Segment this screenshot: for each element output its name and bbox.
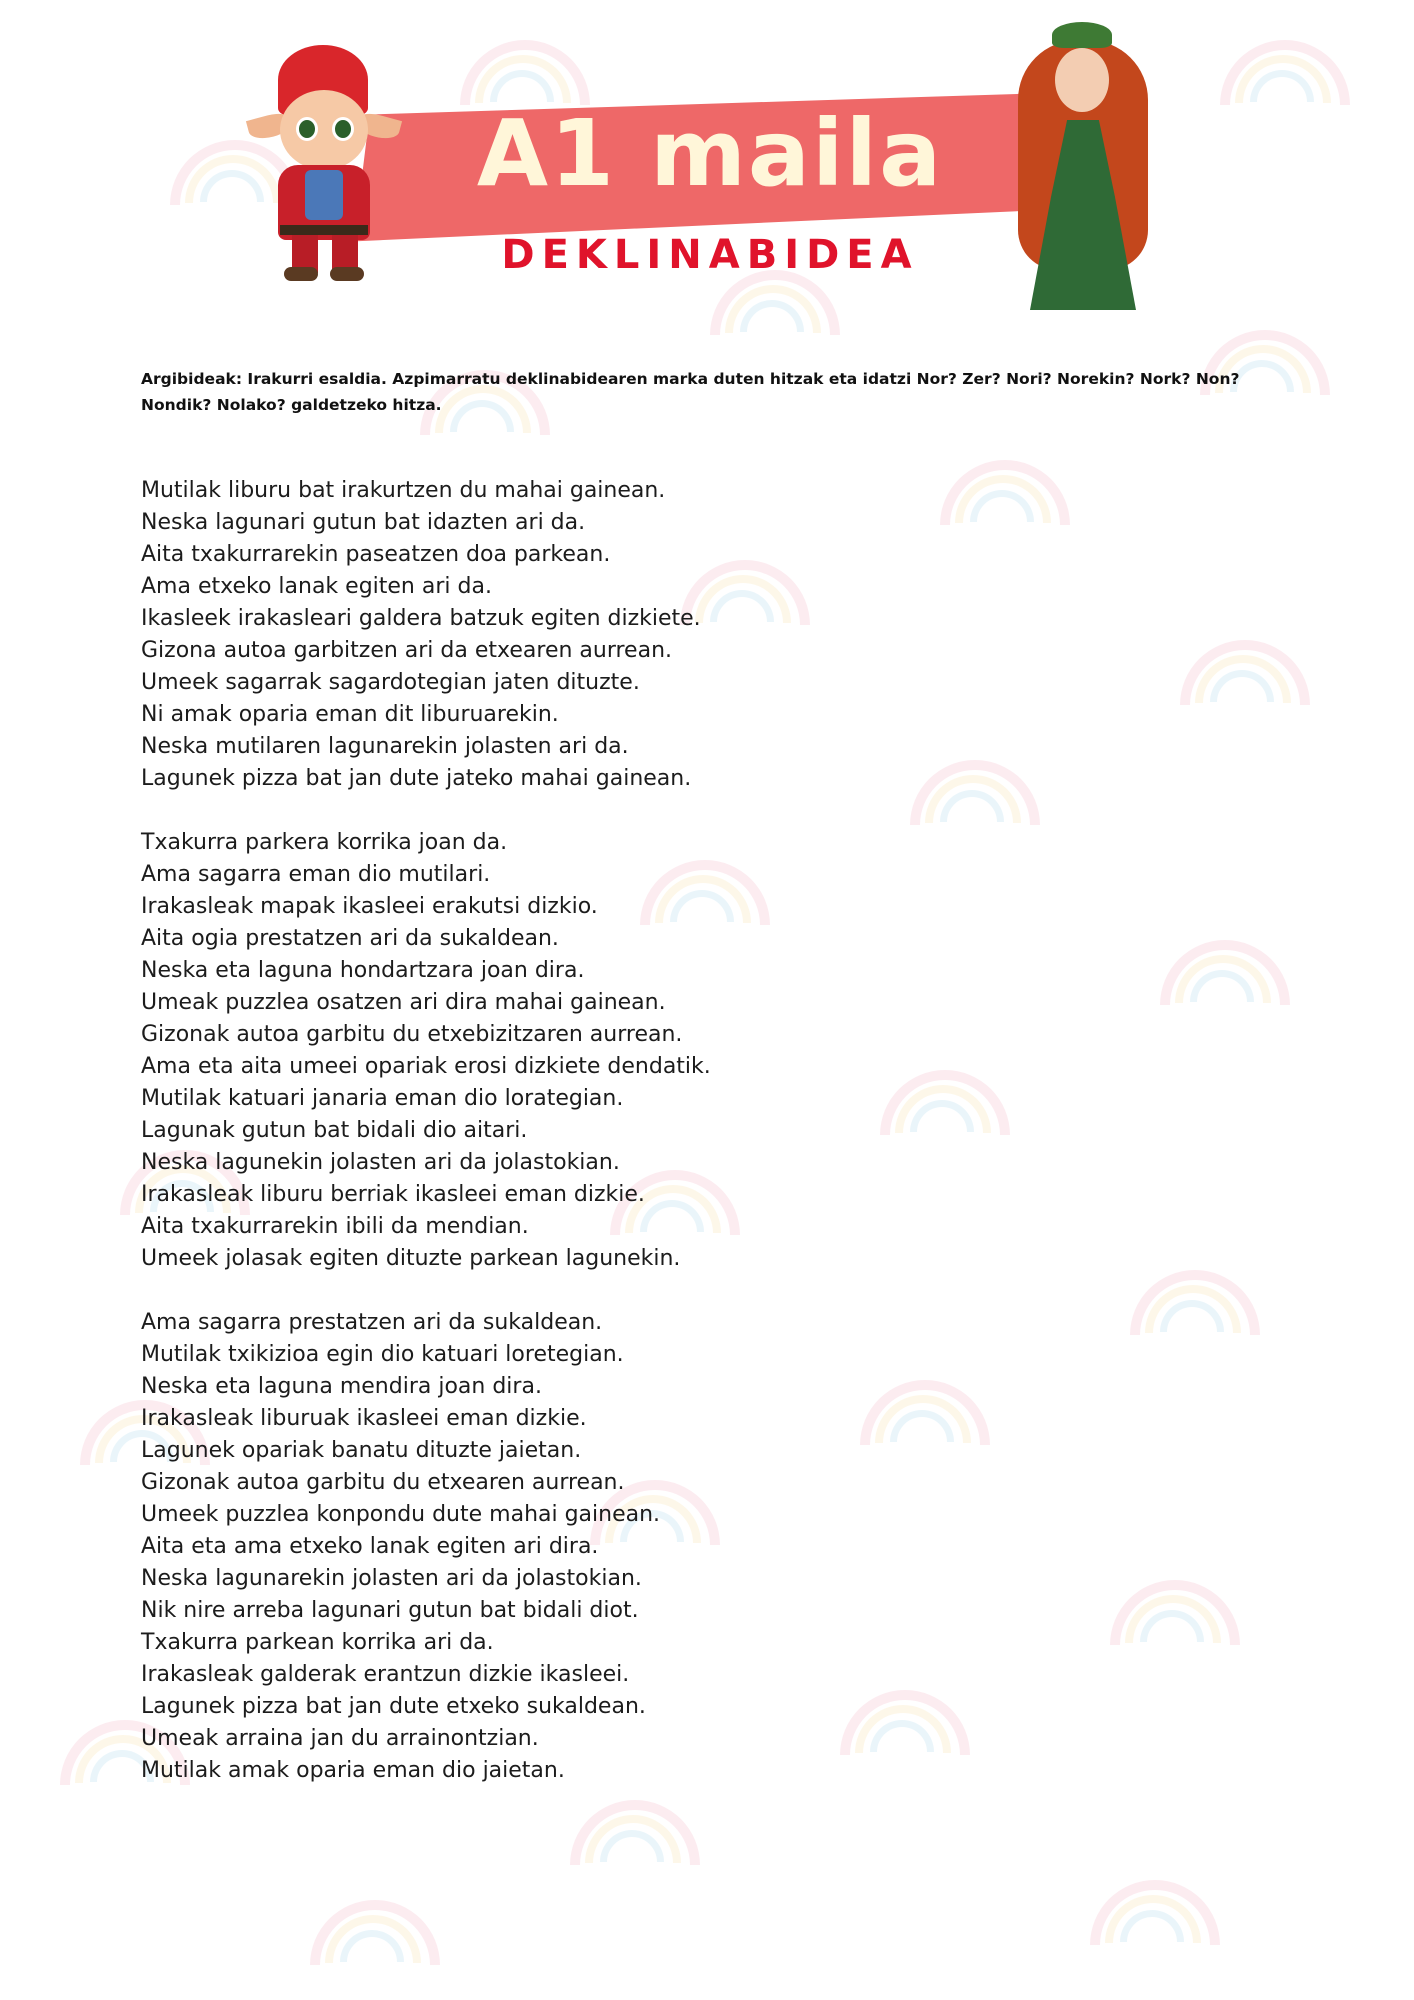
sentence-list (141, 475, 1041, 1787)
sentence: Neska eta laguna mendira joan dira. (141, 1374, 542, 1399)
sentence: Gizonak autoa garbitu du etxearen aurrean. (141, 1470, 625, 1495)
sentence: Neska lagunarekin jolasten ari da jolastokian. (141, 1566, 642, 1591)
sentence: Neska mutilaren lagunarekin jolasten ari da. (141, 734, 629, 759)
sentence: Nik nire arreba lagunari gutun bat bidali diot. (141, 1598, 639, 1623)
sentence: Aita txakurrarekin paseatzen doa parkean. (141, 542, 611, 567)
sentence: Ama etxeko lanak egiten ari da. (141, 574, 492, 599)
sentence: Mutilak txikizioa egin dio katuari loretegian. (141, 1342, 624, 1367)
sentence: Aita txakurrarekin ibili da mendian. (141, 1214, 529, 1239)
sentence: Gizona autoa garbitzen ari da etxearen aurrean. (141, 638, 673, 663)
title-banner (340, 92, 1080, 252)
watermark-logo (1110, 1250, 1260, 1360)
watermark-logo (550, 1780, 700, 1890)
section-gap (141, 795, 1041, 827)
sentence: Neska lagunekin jolasten ari da jolastokian. (141, 1150, 620, 1175)
sentence: Ni amak oparia eman dit liburuarekin. (141, 702, 559, 727)
sentence: Irakasleak mapak ikasleei erakutsi dizkio. (141, 894, 598, 919)
sentence: Gizonak autoa garbitu du etxebizitzaren aurrean. (141, 1022, 683, 1047)
watermark-logo (290, 1880, 440, 1990)
page-subtitle: DEKLINABIDEA (501, 232, 919, 278)
watermark-logo (1090, 1560, 1240, 1670)
page-title: A1 maila (476, 100, 944, 207)
section-gap (141, 1275, 1041, 1307)
watermark-logo (1160, 620, 1310, 730)
sentence-group-1 (141, 475, 1041, 795)
sentence: Irakasleak galderak erantzun dizkie ikasleei. (141, 1662, 630, 1687)
sentence: Umeek sagarrak sagardotegian jaten dituzte. (141, 670, 640, 695)
sentence-group-3 (141, 1307, 1041, 1787)
watermark-logo (1200, 20, 1350, 130)
sentence: Ama sagarra prestatzen ari da sukaldean. (141, 1310, 603, 1335)
sentence: Umeak puzzlea osatzen ari dira mahai gainean. (141, 990, 666, 1015)
sentence: Umeek puzzlea konpondu dute mahai gainean. (141, 1502, 661, 1527)
sentence: Neska lagunari gutun bat idazten ari da. (141, 510, 586, 535)
sentence: Lagunek pizza bat jan dute etxeko sukaldean. (141, 1694, 646, 1719)
sentence: Txakurra parkera korrika joan da. (141, 830, 508, 855)
sentence: Aita eta ama etxeko lanak egiten ari dira. (141, 1534, 599, 1559)
sentence: Lagunek opariak banatu dituzte jaietan. (141, 1438, 582, 1463)
watermark-logo (1140, 920, 1290, 1030)
sentence: Umeek jolasak egiten dituzte parkean lagunekin. (141, 1246, 681, 1271)
elf-illustration (240, 45, 410, 275)
sentence: Ama sagarra eman dio mutilari. (141, 862, 491, 887)
sentence: Txakurra parkean korrika ari da. (141, 1630, 494, 1655)
sentence-group-2 (141, 827, 1041, 1275)
instructions-text: Argibideak: Irakurri esaldia. Azpimarratu deklinabidearen marka duten hitzak eta idatzi Nor? Zer? Nori? Norekin? Nork? Non? Nondik? Nolako? galdetzeko hitza. (141, 370, 1240, 414)
sentence: Umeak arraina jan du arrainontzian. (141, 1726, 539, 1751)
sentence: Aita ogia prestatzen ari da sukaldean. (141, 926, 559, 951)
sentence: Lagunak gutun bat bidali dio aitari. (141, 1118, 528, 1143)
sentence: Mutilak amak oparia eman dio jaietan. (141, 1758, 565, 1783)
sentence: Mutilak liburu bat irakurtzen du mahai gainean. (141, 478, 666, 503)
sentence: Irakasleak liburu berriak ikasleei eman dizkie. (141, 1182, 645, 1207)
sentence: Mutilak katuari janaria eman dio lorategian. (141, 1086, 624, 1111)
sentence: Neska eta laguna hondartzara joan dira. (141, 958, 585, 983)
sentence: Lagunek pizza bat jan dute jateko mahai gainean. (141, 766, 692, 791)
sentence: Ikasleek irakasleari galdera batzuk egiten dizkiete. (141, 606, 701, 631)
watermark-logo (1070, 1860, 1220, 1970)
sentence: Ama eta aita umeei opariak erosi dizkiete dendatik. (141, 1054, 711, 1079)
sentence: Irakasleak liburuak ikasleei eman dizkie. (141, 1406, 587, 1431)
princess-illustration (1000, 10, 1170, 310)
